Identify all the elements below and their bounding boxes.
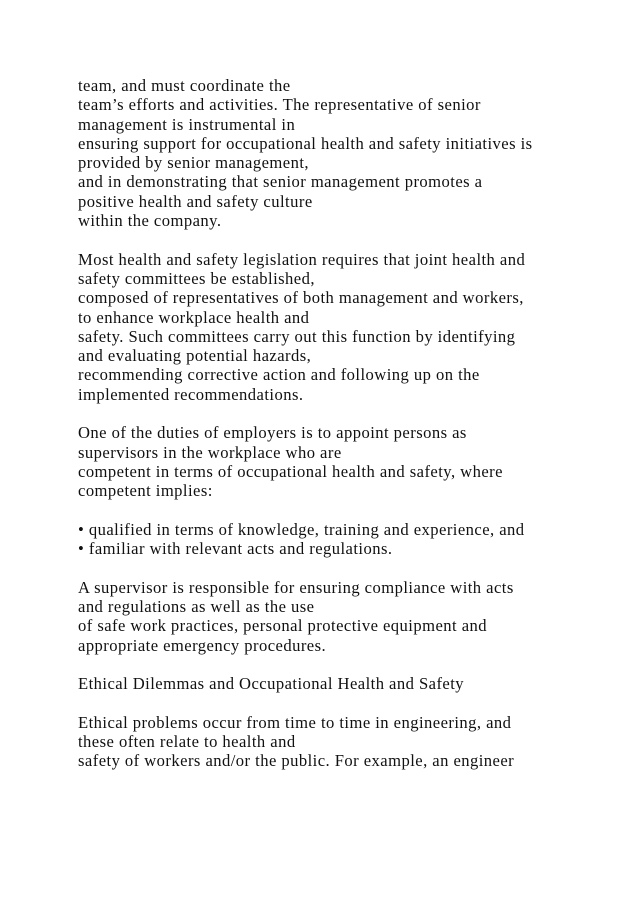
- bullet-item: • qualified in terms of knowledge, training and experience, and: [78, 519, 525, 539]
- text-line: and regulations as well as the use: [78, 597, 315, 617]
- text-line: competent implies:: [78, 481, 213, 501]
- bullet-item: • familiar with relevant acts and regulations.: [78, 539, 393, 559]
- text-line: Ethical problems occur from time to time in engineering, and: [78, 712, 512, 732]
- text-line: within the company.: [78, 211, 222, 231]
- paragraph-coordination: [78, 76, 618, 230]
- text-line: to enhance workplace health and: [78, 307, 310, 327]
- text-line: One of the duties of employers is to appoint persons as: [78, 423, 467, 443]
- section-heading: [78, 674, 618, 693]
- text-line: recommending corrective action and following up on the: [78, 365, 480, 385]
- text-line: team’s efforts and activities. The representative of senior: [78, 95, 481, 115]
- text-line: and in demonstrating that senior management promotes a: [78, 172, 483, 192]
- text-line: ensuring support for occupational health and safety initiatives is: [78, 133, 533, 153]
- text-line: Most health and safety legislation requires that joint health and: [78, 249, 526, 269]
- paragraph-supervisors: [78, 423, 618, 500]
- paragraph-supervisor-responsibility: [78, 578, 618, 655]
- text-line: safety. Such committees carry out this function by identifying: [78, 326, 516, 346]
- text-line: management is instrumental in: [78, 114, 296, 134]
- text-line: safety committees be established,: [78, 268, 315, 288]
- bullet-list-competence: [78, 520, 618, 559]
- text-line: supervisors in the workplace who are: [78, 442, 342, 462]
- paragraph-ethical-problems: [78, 713, 618, 771]
- paragraph-joint-committees: [78, 250, 618, 404]
- text-line: positive health and safety culture: [78, 191, 313, 211]
- text-line: competent in terms of occupational health and safety, where: [78, 461, 503, 481]
- text-line: appropriate emergency procedures.: [78, 635, 327, 655]
- heading-text: Ethical Dilemmas and Occupational Health and Safety: [78, 674, 465, 694]
- text-line: implemented recommendations.: [78, 384, 304, 404]
- text-line: these often relate to health and: [78, 732, 296, 752]
- document-page: [78, 76, 618, 790]
- text-line: A supervisor is responsible for ensuring compliance with acts: [78, 577, 514, 597]
- text-line: of safe work practices, personal protective equipment and: [78, 616, 487, 636]
- text-line: composed of representatives of both management and workers,: [78, 288, 524, 308]
- text-line: provided by senior management,: [78, 153, 310, 173]
- text-line: team, and must coordinate the: [78, 76, 291, 95]
- text-line: and evaluating potential hazards,: [78, 346, 312, 366]
- text-line: safety of workers and/or the public. For example, an engineer: [78, 751, 515, 771]
